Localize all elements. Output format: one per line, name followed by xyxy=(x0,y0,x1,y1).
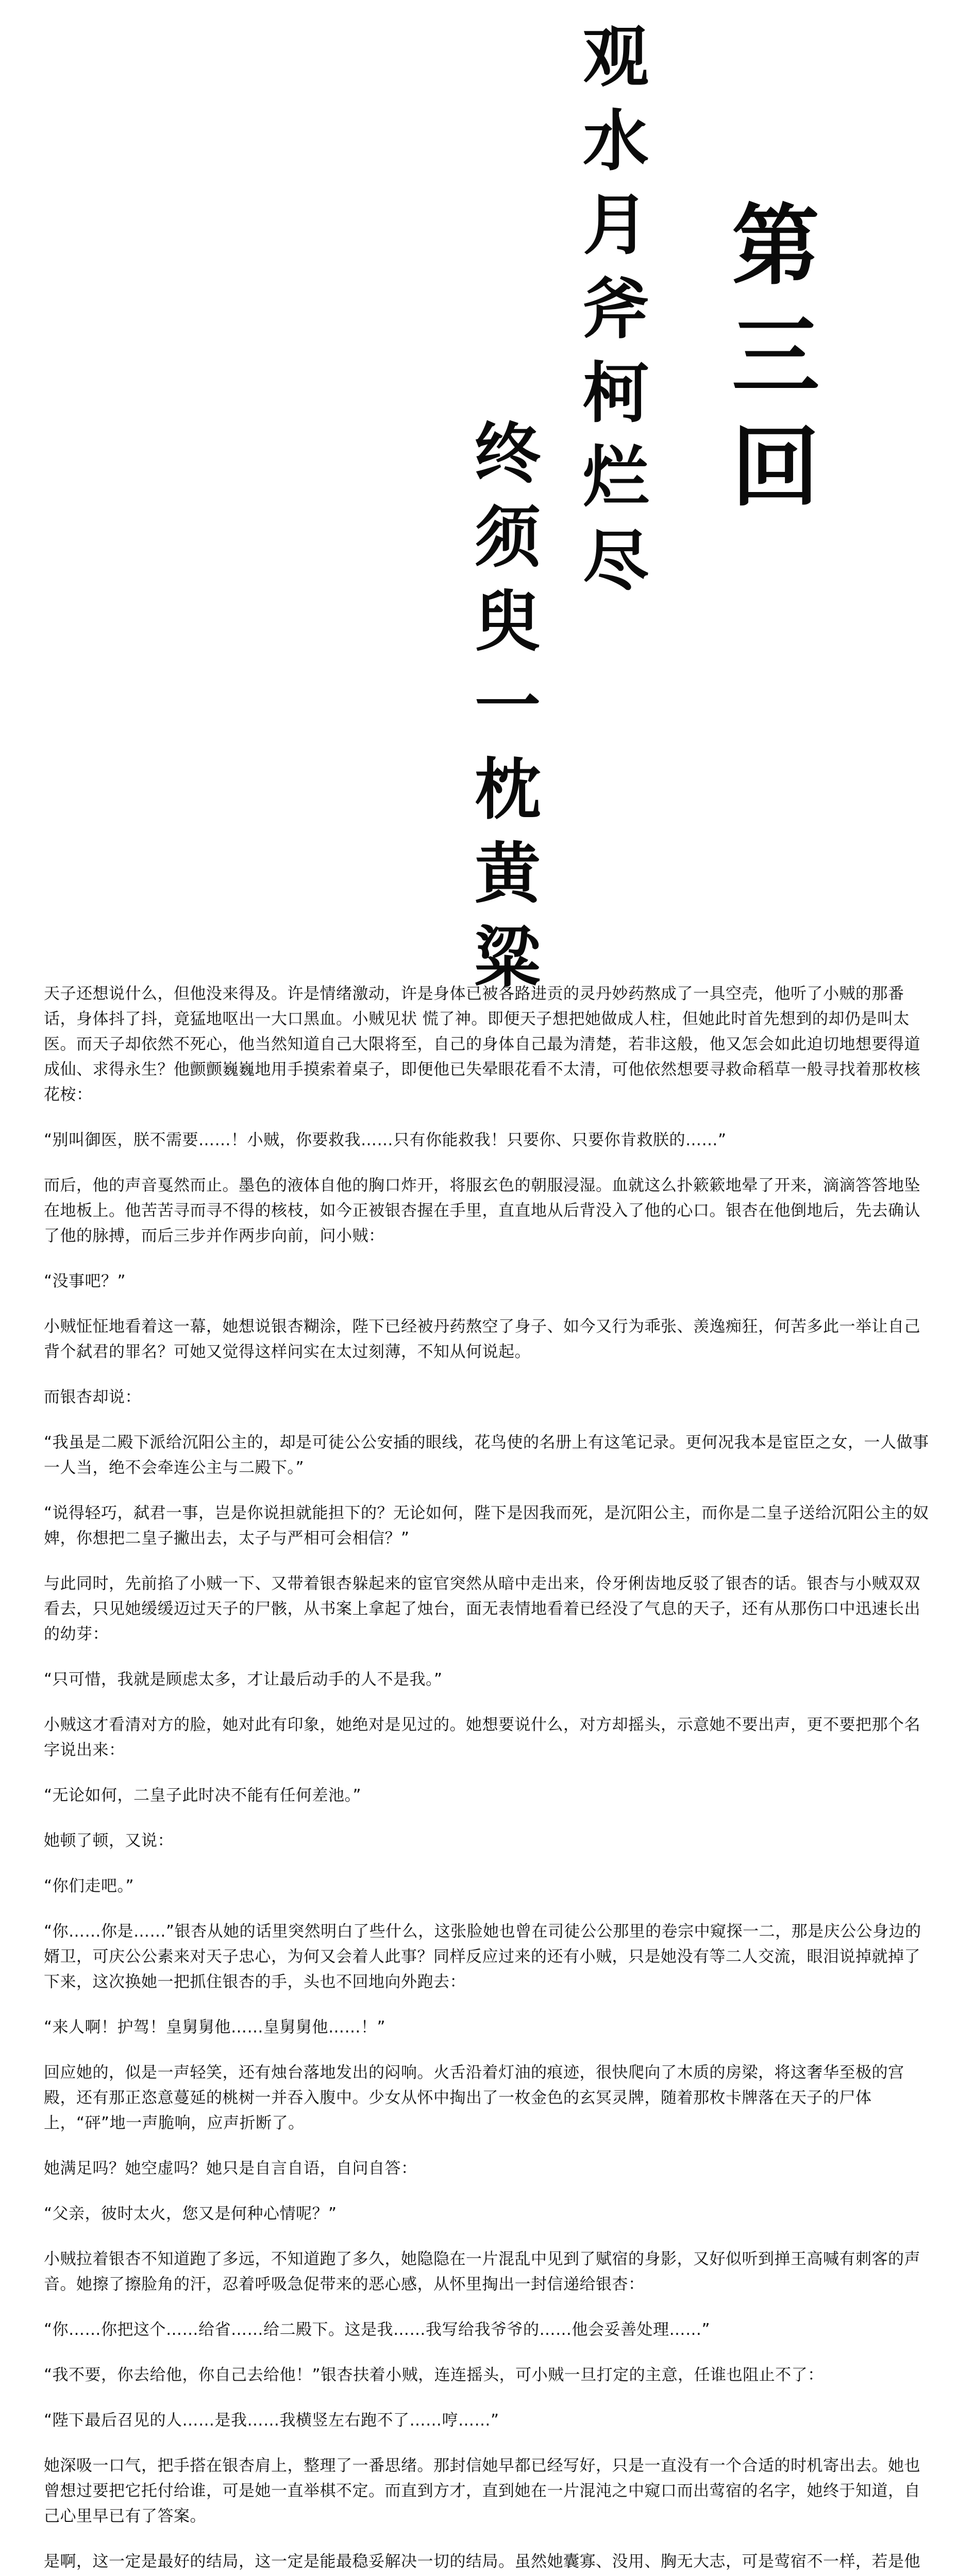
dialogue-paragraph: “来人啊！护驾！皇舅舅他……皇舅舅他……！” xyxy=(44,2018,386,2037)
paragraph: 她深吸一口气，把手搭在银杏肩上，整理了一番思绪。那封信她早都已经写好，只是一直没有一个合适的时机寄出去。她也曾想过要把它托付给谁，可是她一直举棋不定。而直到方才，直到她在一片混沌之中窥口而出莺宿的名字，她终于知道，自己心里早已有了答案。 xyxy=(44,2456,920,2526)
chapter-title-line-1 xyxy=(572,15,660,603)
paragraph: “你……你是……”银杏从她的话里突然明白了些什么，这张脸她也曾在司徒公公那里的卷宗中窥探一二，那是庆公公身边的婿卫，可庆公公素来对天子忠心，为何又会着人此事？同样反应过来的还有小贼，只是她没有等二人交流，眼泪说掉就掉了下来，这次换她一把抓住银杏的手，头也不回地向外跑去： xyxy=(44,1922,921,1991)
dialogue-paragraph: “说得轻巧，弑君一事，岂是你说担就能担下的？无论如何，陛下是因我而死，是沉阳公主，而你是二皇子送给沉阳公主的奴婢，你想把二皇子撇出去，太子与严相可会相信？” xyxy=(44,1504,929,1548)
title-char: 斧 xyxy=(582,270,649,348)
dialogue-paragraph: “你……你把这个……给省……给二殿下。这是我……我写给我爷爷的……他会妥善处理……” xyxy=(44,2320,711,2339)
title-char: 水 xyxy=(582,103,649,180)
dialogue-paragraph: “父亲，彼时太火，您又是何种心情呢？” xyxy=(44,2205,337,2223)
paragraph: 她顿了顿，又说： xyxy=(44,1832,174,1850)
paragraph: 与此同时，先前掐了小贼一下、又带着银杏躲起来的宦官突然从暗中走出来，伶牙俐齿地反驳了银杏的话。银杏与小贼双双看去，只见她缓缓迈过天子的尸骸，从书案上拿起了烛台，面无表情地看着已经没了气息的天子，还有从那伤口中迅速长出的幼芽： xyxy=(44,1574,920,1643)
title-char: 尽 xyxy=(582,522,649,600)
paragraph: 回应她的，似是一声轻笑，还有烛台落地发出的闷响。火舌沿着灯油的痕迹，很快爬向了木质的房梁，将这奢华至极的宫殿，还有那正恣意蔓延的桃树一并吞入腹中。少女从怀中掏出了一枚金色的玄冥灵牌，随着那枚卡牌落在天子的尸体上，“砰”地一声脆响，应声折断了。 xyxy=(44,2063,904,2132)
chapter-title-line-2 xyxy=(464,412,551,1000)
dialogue-paragraph: “没事吧？” xyxy=(44,1272,126,1291)
chapter-number xyxy=(732,191,819,523)
paragraph: 而后，他的声音戛然而止。墨色的液体自他的胸口炸开，将服玄色的朝服浸湿。血就这么扑簌簌地晕了开来，滴滴答答地坠在地板上。他苦苦寻而寻不得的核枝，如今正被银杏握在手里，直直地从后背没入了他的心口。银杏在他倒地后，先去确认了他的脉搏，而后三步并作两步向前，问小贼： xyxy=(44,1176,920,1245)
paragraph: “我不要，你去给他，你自己去给他！”银杏扶着小贼，连连摇头，可小贼一旦打定的主意，任谁也阻止不了： xyxy=(44,2366,824,2384)
dialogue-paragraph: “你们走吧。” xyxy=(44,1877,135,1895)
title-char: 烂 xyxy=(582,438,649,516)
title-char: 须 xyxy=(474,499,541,577)
paragraph: 小贼拉着银杏不知道跑了多远，不知道跑了多久，她隐隐在一片混乱中见到了赋宿的身影，又好似听到掸王高喊有刺客的声音。她擦了擦脸角的汗，忍着呼吸急促带来的恶心感，从怀里掏出一封信递给银杏： xyxy=(44,2250,920,2294)
paragraph: 小贼这才看清对方的脸，她对此有印象，她绝对是见过的。她想要说什么，对方却摇头，示意她不要出声，更不要把那个名字说出来： xyxy=(44,1716,920,1759)
title-char: 黄 xyxy=(474,835,541,912)
paragraph: 小贼怔怔地看着这一幕，她想说银杏糊涂，陛下已经被丹药熬空了身子、如今又行为乖张、羡逸痴狂，何苦多此一举让自己背个弑君的罪名？可她又觉得这样问实在太过刻薄，不知从何说起。 xyxy=(44,1317,920,1361)
dialogue-paragraph: “别叫御医，朕不需要……！小贼，你要救我……只有你能救我！只要你、只要你肯救朕的……” xyxy=(44,1131,727,1149)
paragraph: 而银杏却说： xyxy=(44,1388,141,1406)
dialogue-paragraph: “无论如何，二皇子此时决不能有任何差池。” xyxy=(44,1786,362,1805)
chapter-char: 第 xyxy=(732,194,820,297)
title-char: 枕 xyxy=(474,751,541,828)
paragraph: 她满足吗？她空虚吗？她只是自言自语，自问自答： xyxy=(44,2159,417,2178)
title-char: 观 xyxy=(582,19,649,96)
title-char: 一 xyxy=(474,667,541,744)
paragraph: 是啊，这一定是最好的结局，这一定是能最稳妥解决一切的结局。虽然她囊寡、没用、胸无大志，可是莺宿不一样，若是他 xyxy=(44,2552,920,2571)
title-char: 终 xyxy=(474,415,541,493)
title-char: 柯 xyxy=(582,354,649,432)
title-char: 月 xyxy=(582,187,649,264)
story-body xyxy=(44,981,930,2576)
dialogue-paragraph: “陛下最后召见的人……是我……我横竖左右跑不了……哼……” xyxy=(44,2411,499,2430)
dialogue-paragraph: “我虽是二殿下派给沉阳公主的，却是可徒公公安插的眼线，花鸟使的名册上有这笔记录。更何况我本是宦臣之女，一人做事一人当，绝不会牵连公主与二殿下。” xyxy=(44,1433,929,1477)
chapter-char: 三 xyxy=(732,305,820,408)
title-char: 粱 xyxy=(474,919,541,996)
chapter-char: 回 xyxy=(732,416,820,519)
title-char: 臾 xyxy=(474,583,541,660)
dialogue-paragraph: “只可惜，我就是顾虑太多，才让最后动手的人不是我。” xyxy=(44,1670,443,1689)
paragraph: 天子还想说什么，但他没来得及。许是情绪激动，许是身体已被各路进贡的灵丹妙药熬成了一具空壳，他听了小贼的那番话，身体抖了抖，竟猛地呕出一大口黑血。小贼见状 慌了神。即便天子想把她做成人柱，但她此时首先想到的却仍是叫太医。而天子却依然不死心，他当然知道自己大限将至，自己的身体自己最为清楚，若非这般，他又怎会如此迫切地想要得道成仙、求得永生？他颤颤巍巍地用手摸索着桌子，即便他已失晕眼花看不太清，可他依然想要寻救命稻草一般寻找着那枚核花桉： xyxy=(44,985,920,1104)
